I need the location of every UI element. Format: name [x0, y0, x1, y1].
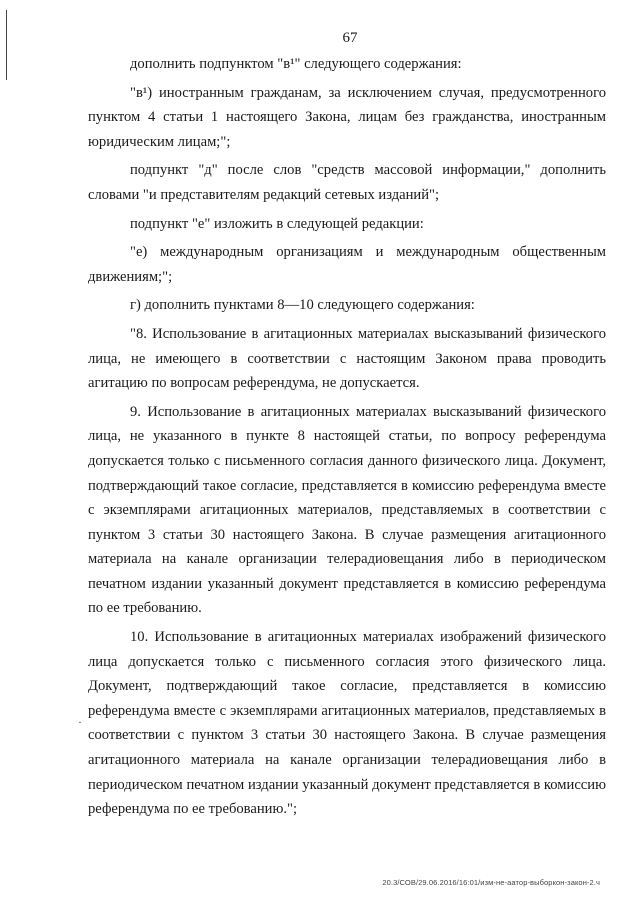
- paragraph-point-8: "8. Использование в агитационных материалах высказываний физического лица, не имеющего в соответствии с настоящим Законом права проводить агитацию по вопросам референдума, не допускается.: [88, 325, 606, 392]
- document-body: [88, 52, 606, 822]
- margin-dot-mark: ·: [78, 715, 82, 729]
- paragraph-subitem-d: подпункт "д" после слов "средств массовой информации," дополнить словами "и представителям редакций сетевых изданий";: [88, 162, 606, 203]
- paragraph-item-g: г) дополнить пунктами 8—10 следующего содержания:: [130, 297, 475, 314]
- footer-file-stamp: 20.3/СОВ/29.06.2016/16:01/изм-не-аатор-выборкон-закон-2.ч: [382, 878, 600, 887]
- paragraph-add-subitem-intro: дополнить подпунктом "в¹" следующего содержания:: [130, 56, 462, 72]
- paragraph-point-9: 9. Использование в агитационных материалах высказываний физического лица, не указанного в пункте 8 настоящей статьи, по вопросу референдума допускается только с письменного согласия данного физического лица. Документ, подтверждающий такое согласие, представляется в комиссию референдума вместе с экземплярами агитационных материалов, представляемых в соответствии с пунктом 3 статьи 30 настоящего Закона. В случае размещения агитационного материала на канале организации телерадиовещания либо в периодическом печатном издании указанный документ представляется в комиссию референдума по ее требованию.: [88, 403, 606, 617]
- paragraph-subitem-e-intro: подпункт "е" изложить в следующей редакции:: [130, 215, 424, 232]
- paragraph-subitem-e: "е) международным организациям и международным общественным движениям;";: [88, 244, 606, 285]
- paragraph-subitem-v1: "в¹) иностранным гражданам, за исключением случая, предусмотренного пунктом 4 статьи 1 настоящего Закона, лицам без гражданства, иностранным юридическим лицам;";: [88, 84, 606, 150]
- page-number: 67: [342, 30, 358, 46]
- paragraph-point-10: 10. Использование в агитационных материалах изображений физического лица допускается только с письменного согласия этого физического лица. Документ, подтверждающий такое согласие, представляется в комиссию референдума вместе с экземплярами агитационных материалов, представляемых в соответствии с пунктом 3 статьи 30 настоящего Закона. В случае размещения агитационного материала на канале организации телерадиовещания либо в периодическом печатном издании указанный документ представляется в комиссию референдума по ее требованию.";: [88, 629, 606, 818]
